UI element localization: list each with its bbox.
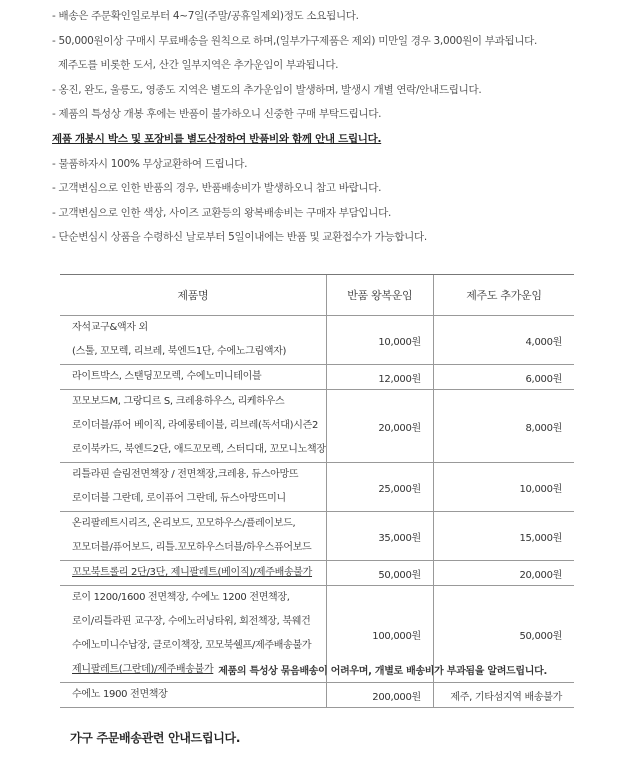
return-fee-cell: 50,000원 [326,561,433,586]
product-line: 온리팔레트시리즈, 온리보드, 꼬모하우스/플레이보드, [72,518,296,529]
furniture-shipping-title: 가구 주문배송관련 안내드립니다. [70,731,241,745]
note-island-surcharge: - 옹진, 완도, 울릉도, 영종도 지역은 별도의 추가운임이 발생하며, 발생시 개별 연락/안내드립니다. [52,83,482,96]
note-packaging-fee: 제품 개봉시 박스 및 포장비를 별도산정하여 반품비와 함께 안내 드립니다. [52,132,382,145]
product-line: 수에노미니수납장, 클로이책장, 꼬모북쉘프/제주배송불가 [72,640,312,651]
header-jeju-fee: 제주도 추가운임 [433,275,574,316]
table-row [60,512,574,561]
note-return-period: - 단순변심시 상품을 수령하신 날로부터 5일이내에는 반품 및 교환접수가 가능합니다. [52,231,427,244]
product-line: 로이 1200/1600 전면책장, 수에노 1200 전면책장, [72,592,290,603]
note-free-shipping: - 50,000원이상 구매시 무료배송을 원칙으로 하며,(일부가구제품은 제외) 미만일 경우 3,000원이 부과됩니다. [52,34,538,47]
jeju-fee-cell: 50,000원 [433,586,574,683]
table-row [60,463,574,512]
shipping-fee-table [60,274,574,708]
shipping-notes [52,0,612,250]
product-line: 수에노 1900 전면책장 [72,689,168,700]
jeju-fee-cell: 4,000원 [433,316,574,365]
jeju-fee-cell: 20,000원 [433,561,574,586]
return-fee-cell: 35,000원 [326,512,433,561]
product-line: 로이/리틀라핀 교구장, 수에노러닝타워, 회전책장, 북웨건 [72,616,311,627]
note-defect-exchange: - 물품하자시 100% 무상교환하여 드립니다. [52,157,248,170]
return-fee-cell: 100,000원 [326,586,433,683]
table-header-row [60,275,574,316]
product-line: 자석교구&액자 외 [72,322,148,333]
header-return-fee: 반품 왕복운임 [326,275,433,316]
jeju-fee-cell: 8,000원 [433,390,574,463]
jeju-fee-cell: 15,000원 [433,512,574,561]
product-cell [60,512,326,561]
note-jeju-surcharge: 제주도를 비롯한 도서, 산간 일부지역은 추가운임이 부과됩니다. [58,59,339,72]
table-row [60,316,574,365]
return-fee-cell: 12,000원 [326,365,433,390]
note-return-fee: - 고객변심으로 인한 반품의 경우, 반품배송비가 발생하오니 참고 바랍니다. [52,182,382,195]
note-exchange-fee: - 고객변심으로 인한 색상, 사이즈 교환등의 왕복배송비는 구매자 부담입니다. [52,206,391,219]
product-line: 로이북카드, 북엔드2단, 애드꼬모렉, 스터디대, 꼬모니노책장 [72,444,326,455]
return-fee-cell: 20,000원 [326,390,433,463]
return-fee-cell: 200,000원 [326,683,433,708]
return-fee-cell: 25,000원 [326,463,433,512]
table-row [60,561,574,586]
product-line: 꼬모북트롤리 2단/3단, 제니팔레트(베이직)/제주배송불가 [72,567,313,578]
note-delivery-time: - 배송은 주문확인일로부터 4~7일(주말/공휴일제외)정도 소요됩니다. [52,10,359,22]
return-fee-cell: 10,000원 [326,316,433,365]
table-row [60,365,574,390]
table-row [60,390,574,463]
jeju-fee-cell: 제주, 기타섬지역 배송불가 [433,683,574,708]
table-row [60,683,574,708]
jeju-fee-cell: 6,000원 [433,365,574,390]
product-line: 로이더블 그란데, 로이퓨어 그란데, 듀스아망뜨미니 [72,493,286,504]
product-line: 로이더블/퓨어 베이직, 라예롱테이블, 리브레(독서대)시즌2 [72,420,319,431]
product-line: (스툴, 꼬모렉, 리브레, 북엔드1단, 수에노그림액자) [72,346,287,357]
note-no-return-after-open: - 제품의 특성상 개봉 후에는 반품이 불가하오니 신중한 구매 부탁드립니다. [52,108,382,121]
product-line: 꼬모더블/퓨어보드, 리틀.꼬모하우스더블/하우스퓨어보드 [72,542,312,553]
product-cell [60,316,326,365]
jeju-fee-cell: 10,000원 [433,463,574,512]
product-line: 라이트박스, 스탠딩꼬모렉, 수에노미니테이블 [72,371,262,382]
bundle-shipping-footnote: 제품의 특성상 묶음배송이 어려우며, 개별로 배송비가 부과됨을 알려드립니다. [218,666,547,677]
product-line: 제니팔레트(그란데)/제주배송불가 [72,664,214,675]
product-cell [60,390,326,463]
product-cell [60,463,326,512]
product-line: 리틀라핀 슬림전면책장 / 전면책장,크레용, 듀스아망뜨 [72,469,299,480]
product-cell [60,365,326,390]
header-product: 제품명 [60,275,326,316]
product-cell [60,561,326,586]
product-cell [60,683,326,708]
product-line: 꼬모보드M, 그랑디르 S, 크레용하우스, 리케하우스 [72,396,285,407]
